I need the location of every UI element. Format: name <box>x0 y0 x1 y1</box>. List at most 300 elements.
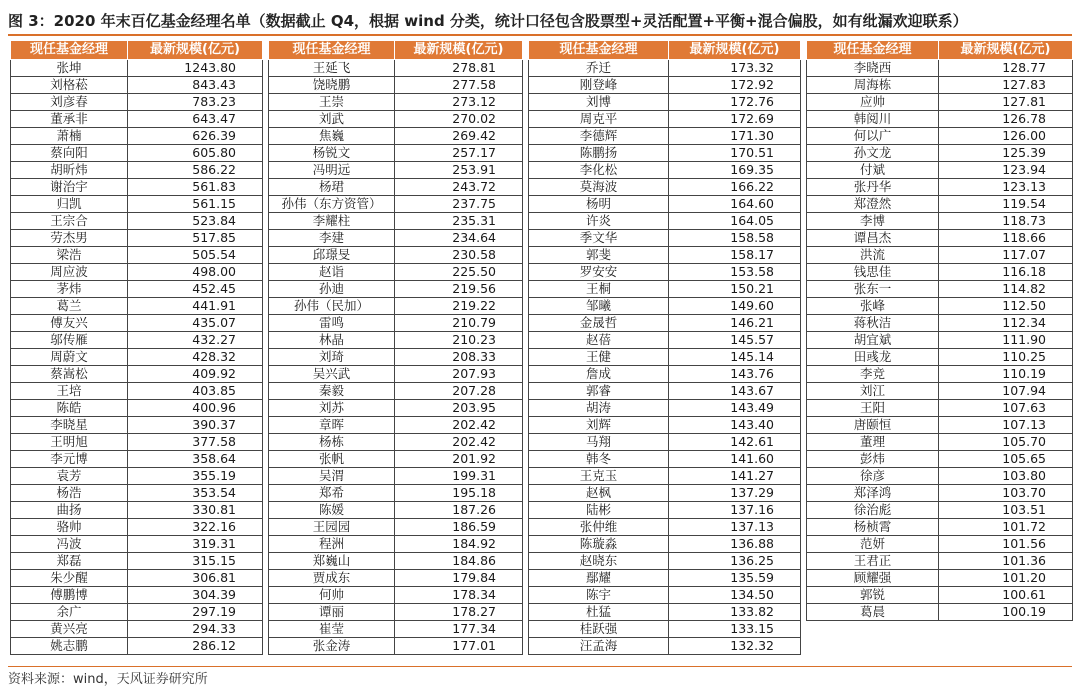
manager-name: 郑巍山 <box>269 553 395 570</box>
manager-name: 金晟哲 <box>529 315 669 332</box>
fund-scale: 134.50 <box>669 587 801 604</box>
table-row <box>11 196 263 213</box>
fund-scale: 111.90 <box>939 332 1073 349</box>
title-divider <box>8 34 1072 36</box>
manager-name: 李晓星 <box>11 417 128 434</box>
manager-name: 劳杰男 <box>11 230 128 247</box>
fund-scale: 409.92 <box>128 366 263 383</box>
fund-scale: 145.57 <box>669 332 801 349</box>
fund-scale: 110.19 <box>939 366 1073 383</box>
table-row <box>11 400 263 417</box>
table-row <box>269 179 523 196</box>
manager-name: 刘格菘 <box>11 77 128 94</box>
manager-name: 陈宇 <box>529 587 669 604</box>
manager-name: 王君正 <box>807 553 939 570</box>
table-row <box>11 383 263 400</box>
fund-scale: 586.22 <box>128 162 263 179</box>
table-row <box>529 77 801 94</box>
fund-scale: 178.27 <box>395 604 523 621</box>
manager-name: 顾耀强 <box>807 570 939 587</box>
manager-name: 郑希 <box>269 485 395 502</box>
manager-name: 林晶 <box>269 332 395 349</box>
manager-name: 张金涛 <box>269 638 395 655</box>
fund-scale: 277.58 <box>395 77 523 94</box>
fund-scale: 136.25 <box>669 553 801 570</box>
manager-name: 冯波 <box>11 536 128 553</box>
figure-title: 图 3：2020 年末百亿基金经理名单（数据截止 Q4，根据 wind 分类，统计口径包含股票型+灵活配置+平衡+混合偏股，如有纰漏欢迎联系） <box>8 12 968 30</box>
fund-scale: 114.82 <box>939 281 1073 298</box>
fund-scale: 605.80 <box>128 145 263 162</box>
manager-name: 张仲维 <box>529 519 669 536</box>
table-row <box>11 502 263 519</box>
fund-scale: 173.32 <box>669 60 801 77</box>
manager-name: 王崇 <box>269 94 395 111</box>
manager-name: 秦毅 <box>269 383 395 400</box>
fund-scale: 169.35 <box>669 162 801 179</box>
table-row <box>269 332 523 349</box>
table-row <box>807 536 1073 553</box>
table-row <box>11 315 263 332</box>
table-row <box>269 383 523 400</box>
manager-table-1 <box>10 40 263 655</box>
fund-scale: 202.42 <box>395 434 523 451</box>
table-row <box>807 553 1073 570</box>
manager-name: 范妍 <box>807 536 939 553</box>
fund-scale: 230.58 <box>395 247 523 264</box>
manager-name: 王宗合 <box>11 213 128 230</box>
manager-name: 徐治彪 <box>807 502 939 519</box>
manager-name: 周克平 <box>529 111 669 128</box>
manager-name: 王培 <box>11 383 128 400</box>
manager-name: 陈璇淼 <box>529 536 669 553</box>
fund-scale: 177.34 <box>395 621 523 638</box>
fund-scale: 101.56 <box>939 536 1073 553</box>
manager-name: 杜猛 <box>529 604 669 621</box>
table-row <box>529 60 801 77</box>
manager-name: 莫海波 <box>529 179 669 196</box>
manager-name: 李化松 <box>529 162 669 179</box>
table-row <box>529 332 801 349</box>
table-row <box>269 519 523 536</box>
fund-scale: 133.15 <box>669 621 801 638</box>
manager-name: 谭昌杰 <box>807 230 939 247</box>
manager-name: 杨浩 <box>11 485 128 502</box>
table-row <box>269 247 523 264</box>
fund-scale: 107.63 <box>939 400 1073 417</box>
table-row <box>529 196 801 213</box>
fund-scale: 141.27 <box>669 468 801 485</box>
fund-scale: 166.22 <box>669 179 801 196</box>
header-latest-scale: 最新规模(亿元) <box>128 41 263 60</box>
manager-name: 蒋秋洁 <box>807 315 939 332</box>
table-row <box>11 298 263 315</box>
fund-scale: 133.82 <box>669 604 801 621</box>
manager-name: 马翔 <box>529 434 669 451</box>
table-row <box>269 349 523 366</box>
table-row <box>529 264 801 281</box>
fund-scale: 158.17 <box>669 247 801 264</box>
fund-scale: 172.69 <box>669 111 801 128</box>
table-row <box>529 145 801 162</box>
fund-scale: 315.15 <box>128 553 263 570</box>
table-row <box>269 417 523 434</box>
manager-name: 郑泽鸿 <box>807 485 939 502</box>
fund-scale: 103.51 <box>939 502 1073 519</box>
table-row <box>269 77 523 94</box>
manager-name: 余广 <box>11 604 128 621</box>
manager-name: 雷鸣 <box>269 315 395 332</box>
table-row <box>529 485 801 502</box>
table-row <box>529 298 801 315</box>
fund-scale: 561.83 <box>128 179 263 196</box>
manager-name: 付斌 <box>807 162 939 179</box>
fund-scale: 207.28 <box>395 383 523 400</box>
fund-scale: 452.45 <box>128 281 263 298</box>
manager-name: 张丹华 <box>807 179 939 196</box>
manager-table-body <box>529 60 801 655</box>
fund-scale: 116.18 <box>939 264 1073 281</box>
fund-scale: 143.76 <box>669 366 801 383</box>
table-row <box>11 434 263 451</box>
table-row <box>11 264 263 281</box>
table-row <box>529 128 801 145</box>
manager-name: 杨明 <box>529 196 669 213</box>
table-row <box>11 366 263 383</box>
table-row <box>11 519 263 536</box>
manager-name: 赵晓东 <box>529 553 669 570</box>
manager-name: 孙伟（民加） <box>269 298 395 315</box>
fund-scale: 146.21 <box>669 315 801 332</box>
table-row <box>529 638 801 655</box>
manager-name: 郭锐 <box>807 587 939 604</box>
table-row <box>529 604 801 621</box>
table-row <box>807 94 1073 111</box>
manager-name: 杨锐文 <box>269 145 395 162</box>
table-row <box>269 604 523 621</box>
fund-scale: 117.07 <box>939 247 1073 264</box>
table-row <box>529 281 801 298</box>
fund-scale: 843.43 <box>128 77 263 94</box>
fund-scale: 253.91 <box>395 162 523 179</box>
fund-scale: 149.60 <box>669 298 801 315</box>
table-row <box>11 94 263 111</box>
fund-scale: 783.23 <box>128 94 263 111</box>
fund-scale: 142.61 <box>669 434 801 451</box>
table-row <box>529 230 801 247</box>
fund-scale: 164.60 <box>669 196 801 213</box>
manager-name: 李晓西 <box>807 60 939 77</box>
table-row <box>529 349 801 366</box>
fund-scale: 294.33 <box>128 621 263 638</box>
manager-name: 董承非 <box>11 111 128 128</box>
fund-scale: 119.54 <box>939 196 1073 213</box>
manager-name: 刘苏 <box>269 400 395 417</box>
table-row <box>807 230 1073 247</box>
fund-scale: 297.19 <box>128 604 263 621</box>
header-latest-scale: 最新规模(亿元) <box>395 41 523 60</box>
fund-scale: 126.78 <box>939 111 1073 128</box>
manager-name: 姚志鹏 <box>11 638 128 655</box>
fund-scale: 270.02 <box>395 111 523 128</box>
manager-name: 邬传雁 <box>11 332 128 349</box>
fund-scale: 145.14 <box>669 349 801 366</box>
table-row <box>11 604 263 621</box>
manager-name: 胡宜斌 <box>807 332 939 349</box>
manager-name: 陆彬 <box>529 502 669 519</box>
manager-name: 骆帅 <box>11 519 128 536</box>
manager-name: 谢治宇 <box>11 179 128 196</box>
table-row <box>11 468 263 485</box>
table-row <box>529 451 801 468</box>
manager-name: 赵蓓 <box>529 332 669 349</box>
table-row <box>807 570 1073 587</box>
fund-scale: 127.83 <box>939 77 1073 94</box>
table-row <box>269 451 523 468</box>
table-row <box>807 264 1073 281</box>
table-row <box>807 332 1073 349</box>
table-row <box>269 621 523 638</box>
manager-name: 章晖 <box>269 417 395 434</box>
manager-table-2 <box>268 40 523 655</box>
manager-name: 黄兴亮 <box>11 621 128 638</box>
manager-name: 邹曦 <box>529 298 669 315</box>
table-row <box>11 638 263 655</box>
fund-scale: 1243.80 <box>128 60 263 77</box>
fund-scale: 517.85 <box>128 230 263 247</box>
table-row <box>807 247 1073 264</box>
table-row <box>11 60 263 77</box>
table-row <box>11 162 263 179</box>
header-manager-name: 现任基金经理 <box>529 41 669 60</box>
table-row <box>269 638 523 655</box>
table-row <box>11 570 263 587</box>
table-row <box>269 298 523 315</box>
fund-scale: 403.85 <box>128 383 263 400</box>
manager-name: 田彧龙 <box>807 349 939 366</box>
table-row <box>529 94 801 111</box>
fund-scale: 135.59 <box>669 570 801 587</box>
fund-scale: 171.30 <box>669 128 801 145</box>
table-row <box>269 60 523 77</box>
table-row <box>11 587 263 604</box>
manager-name: 杨栋 <box>269 434 395 451</box>
table-row <box>807 349 1073 366</box>
table-row <box>529 587 801 604</box>
manager-name: 赵枫 <box>529 485 669 502</box>
table-row <box>529 315 801 332</box>
manager-name: 冯明远 <box>269 162 395 179</box>
fund-scale: 322.16 <box>128 519 263 536</box>
table-row <box>529 570 801 587</box>
table-row <box>807 145 1073 162</box>
fund-scale: 110.25 <box>939 349 1073 366</box>
fund-scale: 199.31 <box>395 468 523 485</box>
fund-scale: 153.58 <box>669 264 801 281</box>
fund-scale: 225.50 <box>395 264 523 281</box>
manager-name: 谭丽 <box>269 604 395 621</box>
table-row <box>807 502 1073 519</box>
fund-scale: 210.79 <box>395 315 523 332</box>
table-row <box>807 179 1073 196</box>
manager-name: 胡昕炜 <box>11 162 128 179</box>
manager-name: 茅炜 <box>11 281 128 298</box>
table-row <box>11 128 263 145</box>
table-row <box>529 400 801 417</box>
manager-name: 梁浩 <box>11 247 128 264</box>
table-row <box>529 366 801 383</box>
manager-name: 程洲 <box>269 536 395 553</box>
fund-scale: 184.92 <box>395 536 523 553</box>
manager-name: 王阳 <box>807 400 939 417</box>
manager-name: 刚登峰 <box>529 77 669 94</box>
fund-scale: 177.01 <box>395 638 523 655</box>
manager-name: 李元博 <box>11 451 128 468</box>
fund-scale: 278.81 <box>395 60 523 77</box>
manager-name: 郭斐 <box>529 247 669 264</box>
manager-name: 李德辉 <box>529 128 669 145</box>
fund-scale: 428.32 <box>128 349 263 366</box>
table-row <box>529 519 801 536</box>
fund-scale: 400.96 <box>128 400 263 417</box>
manager-name: 李耀柱 <box>269 213 395 230</box>
fund-scale: 107.94 <box>939 383 1073 400</box>
table-row <box>269 230 523 247</box>
manager-name: 张帆 <box>269 451 395 468</box>
fund-scale: 101.36 <box>939 553 1073 570</box>
table-row <box>807 60 1073 77</box>
table-row <box>269 162 523 179</box>
table-row <box>269 570 523 587</box>
fund-scale: 103.70 <box>939 485 1073 502</box>
fund-scale: 330.81 <box>128 502 263 519</box>
manager-name: 王明旭 <box>11 434 128 451</box>
manager-name: 彭炜 <box>807 451 939 468</box>
fund-scale: 132.32 <box>669 638 801 655</box>
manager-name: 张峰 <box>807 298 939 315</box>
table-row <box>11 247 263 264</box>
manager-name: 徐彦 <box>807 468 939 485</box>
fund-scale: 170.51 <box>669 145 801 162</box>
table-row <box>269 366 523 383</box>
table-row <box>269 485 523 502</box>
manager-name: 蔡向阳 <box>11 145 128 162</box>
table-row <box>269 468 523 485</box>
fund-scale: 505.54 <box>128 247 263 264</box>
table-row <box>269 434 523 451</box>
fund-scale: 269.42 <box>395 128 523 145</box>
fund-scale: 626.39 <box>128 128 263 145</box>
table-row <box>269 502 523 519</box>
fund-scale: 195.18 <box>395 485 523 502</box>
fund-scale: 432.27 <box>128 332 263 349</box>
manager-name: 萧楠 <box>11 128 128 145</box>
table-row <box>807 162 1073 179</box>
manager-name: 钱思佳 <box>807 264 939 281</box>
manager-name: 崔莹 <box>269 621 395 638</box>
manager-name: 季文华 <box>529 230 669 247</box>
fund-scale: 143.67 <box>669 383 801 400</box>
table-row <box>529 621 801 638</box>
fund-scale: 377.58 <box>128 434 263 451</box>
manager-name: 饶晓鹏 <box>269 77 395 94</box>
manager-name: 杨珺 <box>269 179 395 196</box>
table-row <box>269 94 523 111</box>
table-row <box>269 264 523 281</box>
fund-scale: 184.86 <box>395 553 523 570</box>
fund-scale: 186.59 <box>395 519 523 536</box>
fund-scale: 178.34 <box>395 587 523 604</box>
manager-name: 张坤 <box>11 60 128 77</box>
fund-scale: 112.34 <box>939 315 1073 332</box>
header-manager-name: 现任基金经理 <box>807 41 939 60</box>
fund-scale: 243.72 <box>395 179 523 196</box>
manager-name: 洪流 <box>807 247 939 264</box>
fund-scale: 150.21 <box>669 281 801 298</box>
table-row <box>11 451 263 468</box>
fund-scale: 286.12 <box>128 638 263 655</box>
table-row <box>529 502 801 519</box>
table-row <box>11 213 263 230</box>
table-row <box>807 485 1073 502</box>
table-row <box>807 281 1073 298</box>
fund-scale: 143.49 <box>669 400 801 417</box>
manager-name: 王健 <box>529 349 669 366</box>
fund-scale: 101.72 <box>939 519 1073 536</box>
manager-table-4 <box>806 40 1073 621</box>
manager-name: 孙文龙 <box>807 145 939 162</box>
table-row <box>269 111 523 128</box>
table-row <box>807 587 1073 604</box>
fund-scale: 100.19 <box>939 604 1073 621</box>
fund-scale: 353.54 <box>128 485 263 502</box>
manager-name: 孙伟（东方资管） <box>269 196 395 213</box>
table-row <box>529 536 801 553</box>
manager-name: 李博 <box>807 213 939 230</box>
fund-scale: 101.20 <box>939 570 1073 587</box>
manager-name: 陈鹏扬 <box>529 145 669 162</box>
manager-name: 韩阅川 <box>807 111 939 128</box>
fund-scale: 137.29 <box>669 485 801 502</box>
fund-scale: 179.84 <box>395 570 523 587</box>
source-note: 资料来源：wind，天风证券研究所 <box>8 666 1072 695</box>
table-row <box>11 621 263 638</box>
table-row <box>807 519 1073 536</box>
fund-scale: 126.00 <box>939 128 1073 145</box>
fund-scale: 219.56 <box>395 281 523 298</box>
table-row <box>529 553 801 570</box>
manager-name: 刘琦 <box>269 349 395 366</box>
table-row <box>11 179 263 196</box>
header-manager-name: 现任基金经理 <box>269 41 395 60</box>
fund-scale: 498.00 <box>128 264 263 281</box>
manager-table-body <box>807 60 1073 621</box>
manager-name: 孙迪 <box>269 281 395 298</box>
manager-table-3 <box>528 40 801 655</box>
manager-name: 汪孟海 <box>529 638 669 655</box>
table-row <box>807 417 1073 434</box>
fund-scale: 390.37 <box>128 417 263 434</box>
fund-scale: 643.47 <box>128 111 263 128</box>
manager-name: 蔡嵩松 <box>11 366 128 383</box>
fund-scale: 103.80 <box>939 468 1073 485</box>
manager-name: 乔迁 <box>529 60 669 77</box>
manager-name: 刘江 <box>807 383 939 400</box>
fund-scale: 201.92 <box>395 451 523 468</box>
manager-name: 许炎 <box>529 213 669 230</box>
manager-name: 邱璟旻 <box>269 247 395 264</box>
table-row <box>11 417 263 434</box>
table-row <box>807 77 1073 94</box>
